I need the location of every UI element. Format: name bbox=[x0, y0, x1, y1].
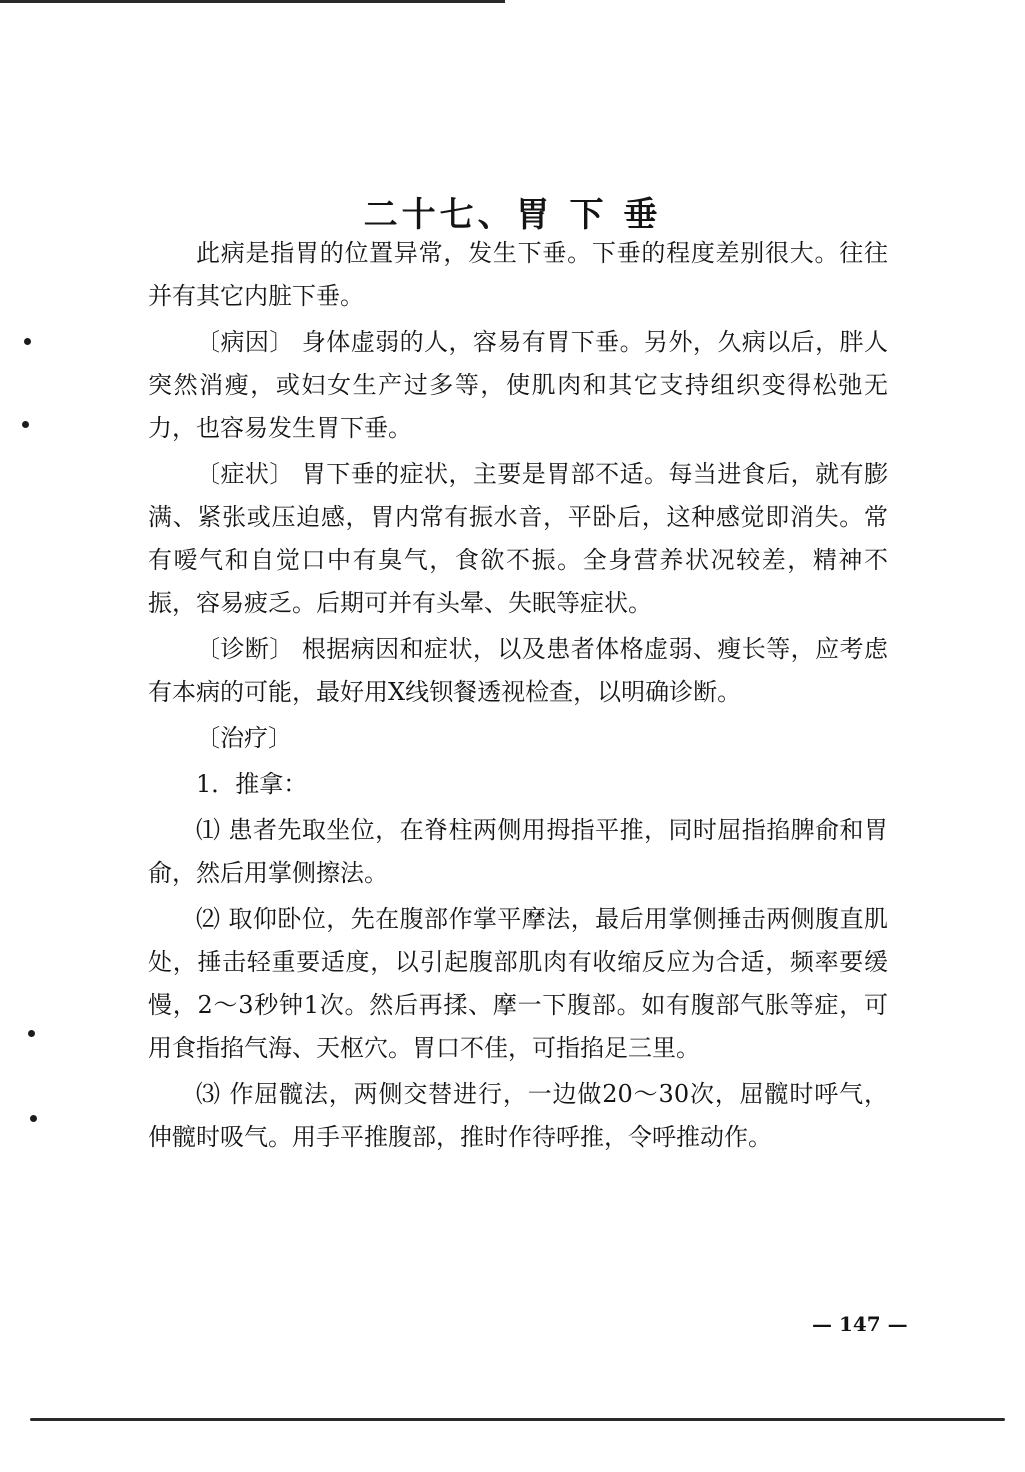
body-text bbox=[148, 232, 888, 1162]
treatment-heading: 〔治疗〕 bbox=[196, 724, 292, 752]
page-number: — 147 — bbox=[812, 1312, 908, 1336]
top-rule bbox=[0, 0, 505, 3]
treatment-step-2: ⑵ 取仰卧位，先在腹部作掌平摩法，最后用掌侧捶击两侧腹直肌处，捶击轻重要适度，以引起腹部肌肉有收缩反应为合适，频率要缓慢，2～3秒钟1次。然后再揉、摩一下腹部。如有腹部气胀等症，可用食指掐气海、天枢穴。胃口不佳，可指掐足三里。 bbox=[148, 905, 888, 1062]
chapter-title: 二十七、胃 下 垂 bbox=[363, 194, 662, 235]
scan-speck bbox=[30, 1115, 37, 1122]
paragraph-symptoms: 〔症状〕 胃下垂的症状，主要是胃部不适。每当进食后，就有膨满、紧张或压迫感，胃内常有振水音，平卧后，这种感觉即消失。常有嗳气和自觉口中有臭气，食欲不振。全身营养状况较差，精神不振，容易疲乏。后期可并有头晕、失眠等症状。 bbox=[148, 460, 888, 617]
paragraph-diagnosis: 〔诊断〕 根据病因和症状，以及患者体格虚弱、瘦长等，应考虑有本病的可能，最好用X线钡餐透视检查，以明确诊断。 bbox=[148, 635, 888, 706]
bottom-rule bbox=[30, 1418, 1005, 1421]
paragraph-cause: 〔病因〕 身体虚弱的人，容易有胃下垂。另外，久病以后，胖人突然消瘦，或妇女生产过多等，使肌肉和其它支持组织变得松弛无力，也容易发生胃下垂。 bbox=[148, 328, 888, 442]
paragraph-intro: 此病是指胃的位置异常，发生下垂。下垂的程度差别很大。往往并有其它内脏下垂。 bbox=[148, 239, 888, 310]
scan-speck bbox=[22, 421, 29, 428]
treatment-massage-heading: 1．推拿： bbox=[196, 770, 308, 798]
treatment-step-3: ⑶ 作屈髋法，两侧交替进行，一边做20～30次，屈髋时呼气，伸髋时吸气。用手平推腹部，推时作待呼推，令呼推动作。 bbox=[148, 1080, 888, 1151]
scan-speck bbox=[24, 338, 31, 345]
treatment-step-1: ⑴ 患者先取坐位，在脊柱两侧用拇指平推，同时屈指掐脾俞和胃俞，然后用掌侧擦法。 bbox=[148, 816, 888, 887]
scan-speck bbox=[28, 1030, 35, 1037]
